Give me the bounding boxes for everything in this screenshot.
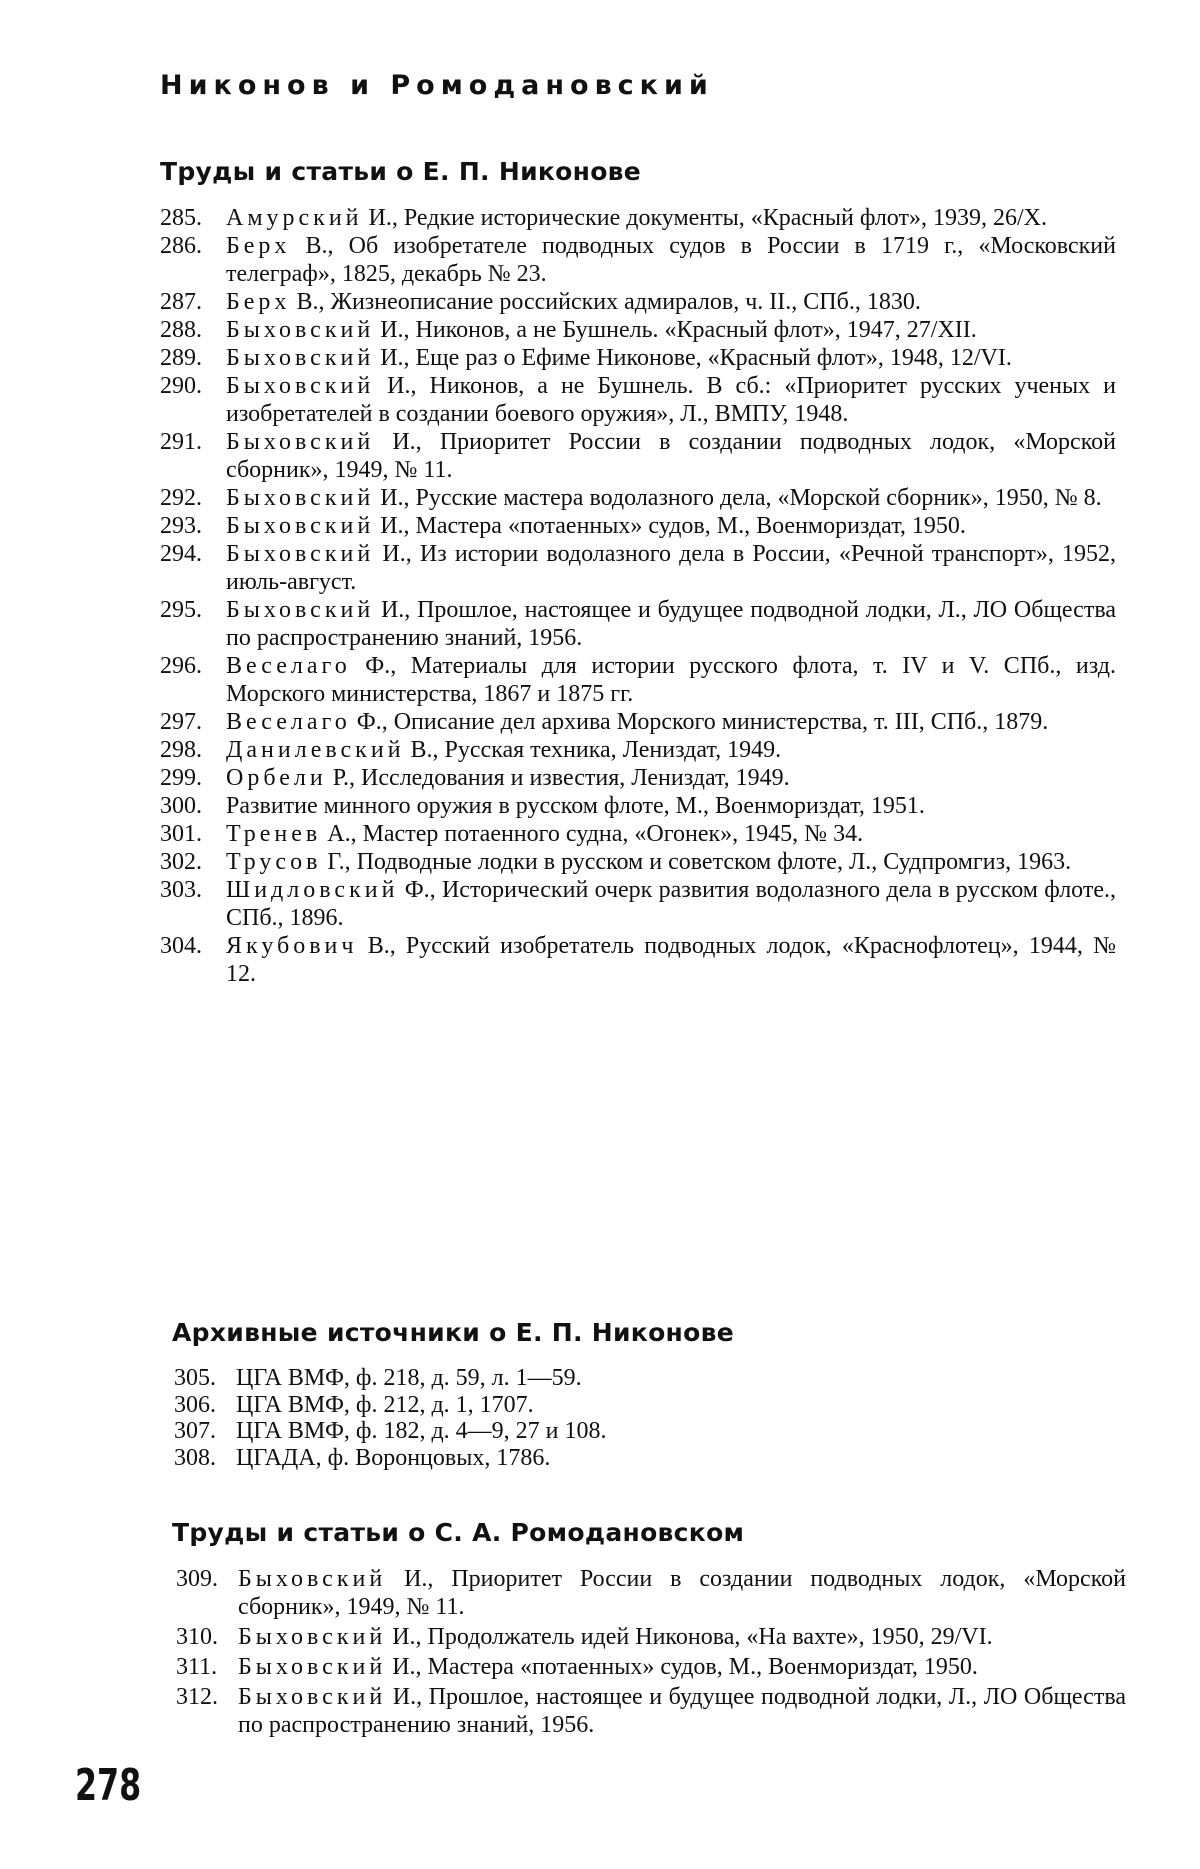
entry-author: Тренев [226, 821, 322, 847]
entry-text: И., Из истории водолазного дела в России, «Речной транспорт», 1952, июль-август. [226, 541, 1116, 595]
entry-author: Быховский [226, 345, 375, 371]
entry-number: 312. [176, 1684, 218, 1710]
bibliography-entry [160, 288, 1116, 316]
bibliography-entry [160, 428, 1116, 484]
entry-number: 291. [160, 429, 202, 455]
entry-author: Якубович [226, 933, 358, 959]
entry-text: ЦГА ВМФ, ф. 212, д. 1, 1707. [236, 1391, 534, 1418]
entry-text: Ф., Описание дел архива Морского министерства, т. III, СПб., 1879. [350, 709, 1049, 735]
entry-author: Данилевский [226, 737, 405, 763]
entry-author: Веселаго [226, 709, 351, 735]
entry-number: 289. [160, 345, 202, 371]
section-works-nikonov [0, 157, 1200, 988]
entry-text: В., Русская техника, Лениздат, 1949. [404, 737, 782, 763]
entry-author: Быховский [226, 541, 375, 567]
bibliography-entry [160, 596, 1116, 652]
entry-number: 288. [160, 317, 202, 343]
entry-author: Веселаго [226, 653, 351, 679]
section-title: Труды и статьи о С. А. Ромодановском [172, 1518, 745, 1547]
entry-number: 304. [160, 933, 202, 959]
entry-text: И., Еще раз о Ефиме Никонове, «Красный флот», 1948, 12/VI. [374, 345, 1012, 371]
section-title: Архивные источники о Е. П. Никонове [172, 1318, 734, 1347]
entry-number: 293. [160, 513, 202, 539]
bibliography-entry [176, 1565, 1126, 1621]
bibliography-entry [160, 708, 1116, 736]
bibliography-entry [160, 652, 1116, 708]
entry-text: И., Мастера «потаенных» судов, М., Военмориздат, 1950. [386, 1654, 978, 1680]
entry-number: 306. [174, 1391, 216, 1418]
entry-number: 294. [160, 541, 202, 567]
bibliography-entry [174, 1418, 1116, 1445]
entry-number: 301. [160, 821, 202, 847]
section-works-romodanovsky [0, 1518, 1200, 1741]
entry-number: 298. [160, 737, 202, 763]
bibliography-entry [176, 1683, 1126, 1739]
bibliography-entry [160, 372, 1116, 428]
bibliography-entry [160, 932, 1116, 988]
entry-text: Ф., Материалы для истории русского флота, т. IV и V. СПб., изд. Морского министерства, 1867 и 1875 гг. [226, 653, 1116, 707]
entry-number: 296. [160, 653, 202, 679]
entry-number: 300. [160, 793, 202, 819]
entry-author: Берх [226, 233, 291, 259]
entry-text: И., Никонов, а не Бушнель. «Красный флот», 1947, 27/XII. [374, 317, 977, 343]
bibliography-entry [160, 316, 1116, 344]
entry-author: Быховский [226, 597, 375, 623]
entry-text: В., Жизнеописание российских адмиралов, ч. II., СПб., 1830. [290, 289, 921, 315]
entry-author: Быховский [238, 1624, 387, 1650]
bibliography-list [0, 1565, 1200, 1739]
entry-author: Быховский [238, 1566, 387, 1592]
bibliography-entry [174, 1365, 1116, 1392]
entry-author: Амурский [226, 205, 363, 231]
entry-number: 305. [174, 1365, 216, 1391]
entry-text: А., Мастер потаенного судна, «Огонек», 1945, № 34. [321, 821, 864, 847]
entry-author: Быховский [226, 317, 375, 343]
entry-text: ЦГАДА, ф. Воронцовых, 1786. [236, 1444, 551, 1471]
bibliography-list [0, 1365, 1200, 1471]
bibliography-entry [174, 1444, 1116, 1472]
entry-text: И., Редкие исторические документы, «Красный флот», 1939, 26/Х. [362, 205, 1047, 231]
entry-number: 302. [160, 849, 202, 875]
entry-text: И., Приоритет России в создании подводных лодок, «Морской сборник», 1949, № 11. [238, 1566, 1126, 1620]
entry-author: Быховский [226, 429, 375, 455]
bibliography-entry [160, 820, 1116, 848]
bibliography-entry [160, 848, 1116, 876]
bibliography-entry [160, 484, 1116, 512]
entry-author: Орбели [226, 765, 327, 791]
entry-author: Быховский [226, 373, 375, 399]
bibliography-entry [160, 736, 1116, 764]
entry-number: 287. [160, 289, 202, 315]
entry-number: 309. [176, 1566, 218, 1592]
entry-number: 308. [174, 1444, 216, 1471]
bibliography-entry [176, 1623, 1126, 1651]
bibliography-entry [160, 876, 1116, 932]
entry-text: В., Об изобретателе подводных судов в России в 1719 г., «Московский телеграф», 1825, декабрь № 23. [226, 233, 1116, 287]
bibliography-entry [176, 1653, 1126, 1681]
entry-text: И., Прошлое, настоящее и будущее подводной лодки, Л., ЛО Общества по распространению знаний, 1956. [238, 1684, 1126, 1738]
section-title: Труды и статьи о Е. П. Никонове [160, 157, 642, 186]
entry-author: Быховский [226, 513, 375, 539]
bibliography-entry [160, 344, 1116, 372]
entry-author: Шидловский [226, 877, 399, 903]
entry-number: 303. [160, 877, 202, 903]
bibliography-entry [160, 232, 1116, 288]
entry-number: 286. [160, 233, 202, 259]
bibliography-entry [160, 792, 1116, 820]
entry-number: 307. [174, 1418, 216, 1444]
bibliography-entry [160, 540, 1116, 596]
page-number: 278 [75, 1760, 142, 1811]
entry-text: И., Русские мастера водолазного дела, «Морской сборник», 1950, № 8. [374, 485, 1102, 511]
entry-text: И., Мастера «потаенных» судов, М., Военмориздат, 1950. [374, 513, 966, 539]
entry-text: Р., Исследования и известия, Лениздат, 1949. [326, 765, 790, 791]
entry-number: 292. [160, 485, 202, 511]
entry-text: И., Прошлое, настоящее и будущее подводной лодки, Л., ЛО Общества по распространению знаний, 1956. [226, 597, 1116, 651]
entry-text: Г., Подводные лодки в русском и советском флоте, Л., Судпромгиз, 1963. [321, 849, 1072, 875]
section-archives-nikonov [0, 1318, 1200, 1471]
entry-number: 310. [176, 1624, 218, 1650]
bibliography-entry [160, 512, 1116, 540]
entry-author: Быховский [238, 1654, 387, 1680]
entry-author: Берх [226, 289, 291, 315]
entry-text: Развитие минного оружия в русском флоте, М., Военмориздат, 1951. [226, 793, 925, 819]
entry-author: Быховский [226, 485, 375, 511]
entry-number: 311. [176, 1654, 218, 1680]
entry-text: И., Продолжатель идей Никонова, «На вахте», 1950, 29/VI. [386, 1624, 993, 1650]
entry-text: И., Приоритет России в создании подводных лодок, «Морской сборник», 1949, № 11. [226, 429, 1116, 483]
bibliography-entry [174, 1391, 1116, 1419]
running-header: Никонов и Ромодановский [160, 70, 714, 101]
entry-number: 290. [160, 373, 202, 399]
entry-text: И., Никонов, а не Бушнель. В сб.: «Приоритет русских ученых и изобретателей в создании боевого оружия», Л., ВМПУ, 1948. [226, 373, 1116, 427]
entry-text: Ф., Исторический очерк развития водолазного дела в русском флоте., СПб., 1896. [226, 877, 1116, 931]
bibliography-list [0, 204, 1200, 988]
entry-text: ЦГА ВМФ, ф. 218, д. 59, л. 1—59. [236, 1365, 582, 1391]
entry-number: 297. [160, 709, 202, 735]
entry-author: Быховский [238, 1684, 387, 1710]
entry-number: 299. [160, 765, 202, 791]
entry-text: ЦГА ВМФ, ф. 182, д. 4—9, 27 и 108. [236, 1418, 607, 1444]
entry-author: Трусов [226, 849, 322, 875]
entry-number: 285. [160, 205, 202, 231]
entry-number: 295. [160, 597, 202, 623]
entry-text: В., Русский изобретатель подводных лодок, «Краснофлотец», 1944, № 12. [226, 933, 1116, 987]
bibliography-entry [160, 764, 1116, 792]
bibliography-entry [160, 204, 1116, 232]
